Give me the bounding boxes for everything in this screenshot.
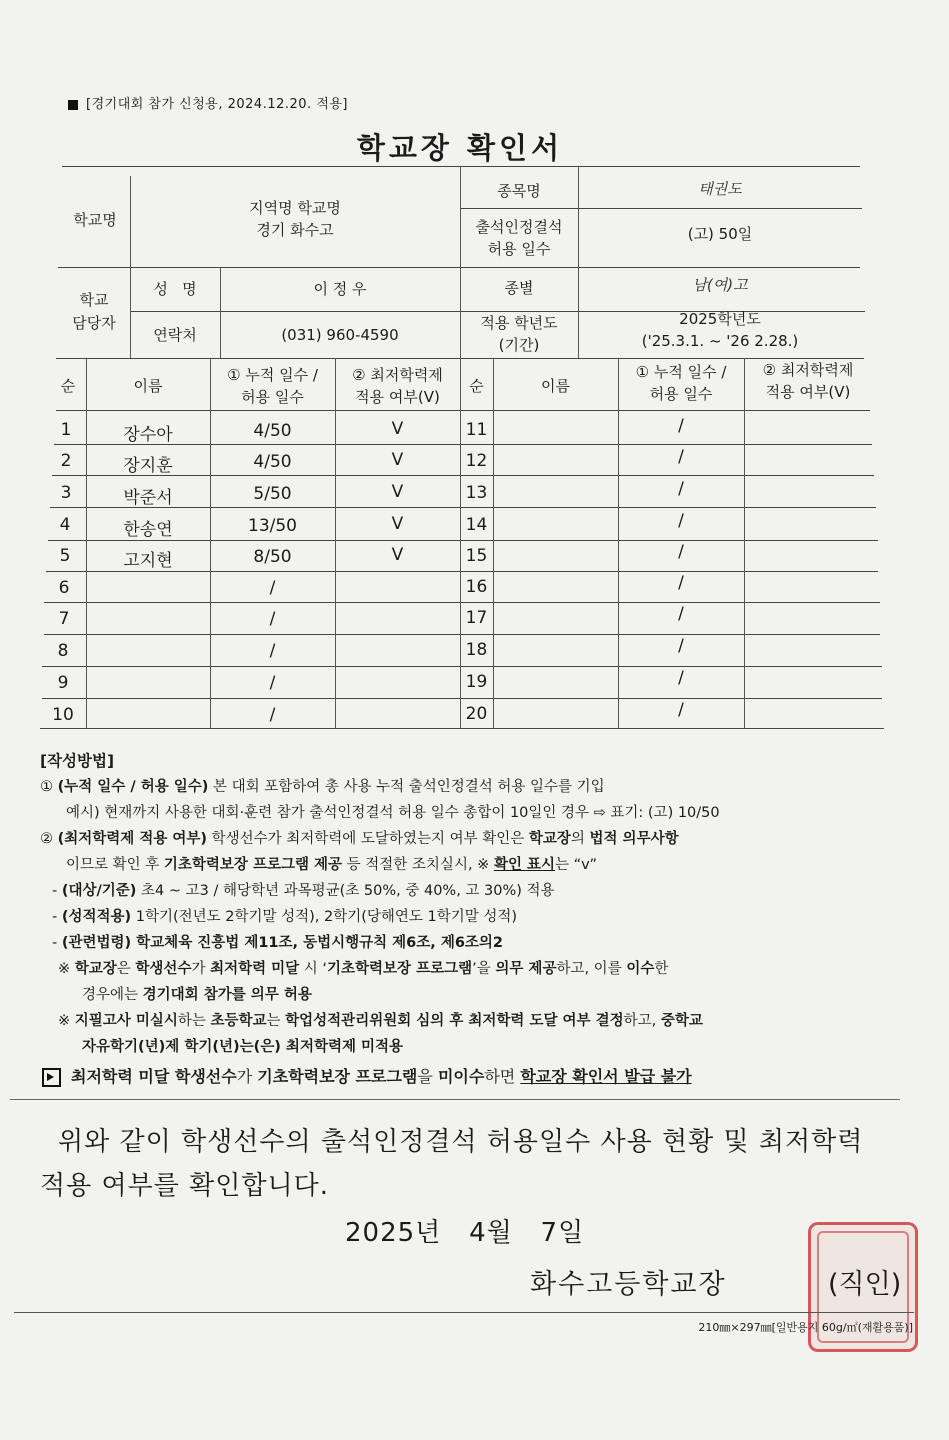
row-name: 박준서 xyxy=(123,488,173,508)
note-1: ※ 학교장은 학생선수가 최저학력 미달 시 ‘기초학력보장 프로그램’을 의무 제공하고, 이를 이수한 xyxy=(58,961,669,977)
year-label-2: (기간) xyxy=(498,336,540,354)
row-days: / xyxy=(678,573,684,593)
note-bold: 학교장 xyxy=(74,961,117,977)
row-check: V xyxy=(391,482,404,502)
note-bold: 초등학교 xyxy=(210,1013,267,1029)
detail-title: (대상/기준) xyxy=(61,883,137,899)
note-text: 은 xyxy=(116,961,136,977)
row-days: 4/50 xyxy=(253,421,292,441)
row-no: 8 xyxy=(57,641,69,661)
allowed-days-label: 출석인정결석 xyxy=(475,218,563,236)
row-no: 15 xyxy=(465,546,488,566)
note-bold: 중학교 xyxy=(660,1013,703,1029)
instruction-2-title: (최저학력제 적용 여부) xyxy=(57,831,208,847)
notice-text: 하면 xyxy=(484,1067,521,1086)
detail-laws: - (관련법령) 학교체육 진흥법 제11조, 동법시행규칙 제6조, 제6조의2 xyxy=(52,935,504,951)
row-no: 12 xyxy=(465,451,488,471)
instruction-2-text: 는 “v” xyxy=(555,857,597,873)
row-days: 8/50 xyxy=(253,547,292,567)
confirmation-line-1: 위와 같이 학생선수의 출석인정결석 허용일수 사용 현황 및 최저학력 xyxy=(58,1127,864,1157)
instruction-1-example: 예시) 현재까지 사용한 대회·훈련 참가 출석인정결석 허용 일수 총합이 10일인 경우 ⇨ 표기: (고) 10/50 xyxy=(66,805,720,821)
instruction-2-bold: 확인 표시 xyxy=(493,857,556,873)
row-days: 5/50 xyxy=(253,484,292,504)
rule xyxy=(86,358,87,728)
note-2: ※ 지필고사 미실시하는 초등학교는 학업성적관리위원회 심의 후 최저학력 도달 여부 결정하고, 중학교 xyxy=(58,1013,703,1029)
detail-text: 초4 ~ 고3 / 해당학년 과목평균(초 50%, 중 40%, 고 30%) 적용 xyxy=(136,883,555,899)
rule xyxy=(42,698,882,699)
form-version-text: [경기대회 참가 신청용, 2024.12.20. 적용] xyxy=(86,97,349,112)
row-days: / xyxy=(269,609,276,629)
row-days: / xyxy=(678,542,684,562)
sport-label: 종목명 xyxy=(497,182,541,200)
row-no: 19 xyxy=(465,672,488,692)
note-bold: 학업성적관리위원회 심의 후 최저학력 도달 여부 결정 xyxy=(285,1013,624,1029)
rule xyxy=(56,410,870,411)
arrow-box-icon xyxy=(42,1068,61,1087)
col-header-no-right: 순 xyxy=(469,377,484,395)
note-text: 가 xyxy=(191,961,211,977)
row-check: V xyxy=(391,419,404,439)
instruction-2-text: 등 적절한 조치실시, ※ xyxy=(342,857,494,873)
col-header-days-2: 허용 일수 xyxy=(241,388,304,406)
row-no: 5 xyxy=(59,546,71,566)
row-days: / xyxy=(269,641,276,661)
row-no: 4 xyxy=(59,515,71,535)
row-days: / xyxy=(678,700,684,720)
rule xyxy=(40,728,884,729)
detail-target: - (대상/기준) 초4 ~ 고3 / 해당학년 과목평균(초 50%, 중 40%, 고 30%) 적용 xyxy=(52,883,555,899)
row-days: / xyxy=(678,479,684,499)
col-header-no: 순 xyxy=(60,377,76,395)
year-label: 적용 학년도 xyxy=(480,314,558,332)
confirmation-line-2: 적용 여부를 확인합니다. xyxy=(40,1171,329,1201)
notice-text: 을 xyxy=(417,1067,438,1086)
detail-grades: - (성적적용) 1학기(전년도 2학기말 성적), 2학기(당해연도 1학기말 성적) xyxy=(52,909,518,925)
manager-label-2: 담당자 xyxy=(72,314,116,332)
note-text: 시 ‘ xyxy=(299,961,328,977)
row-no: 11 xyxy=(465,420,488,440)
row-check: V xyxy=(391,545,404,565)
col-header-days: ① 누적 일수 / xyxy=(227,366,318,384)
note-text: 하고, xyxy=(623,1013,661,1029)
name-label: 성 명 xyxy=(153,280,197,298)
row-no: 2 xyxy=(60,451,72,471)
note-bold: 경기대회 참가를 의무 허용 xyxy=(142,987,312,1003)
issuance-notice xyxy=(42,1064,692,1087)
allowed-days-label-2: 허용 일수 xyxy=(487,240,551,258)
row-days: / xyxy=(678,416,684,436)
school-name-value: 경기 화수고 xyxy=(256,221,334,239)
instruction-2-bold: 법적 의무사항 xyxy=(589,831,679,847)
row-days: 4/50 xyxy=(253,452,292,472)
confirmation-statement xyxy=(40,1120,910,1208)
row-days: / xyxy=(678,668,684,688)
detail-text: 1학기(전년도 2학기말 성적), 2학기(당해연도 1학기말 성적) xyxy=(131,909,518,925)
row-name: 한송연 xyxy=(123,520,173,540)
row-days: 13/50 xyxy=(248,516,297,536)
row-no: 3 xyxy=(60,483,72,503)
seal-label: (직인) xyxy=(828,1269,902,1300)
year-value: 2025학년도 xyxy=(679,310,761,328)
year-period-value: ('25.3.1. ~ '26 2.28.) xyxy=(641,332,799,350)
row-no: 14 xyxy=(465,515,488,535)
row-days: / xyxy=(269,578,276,598)
row-no: 1 xyxy=(60,420,72,440)
instruction-2-line2 xyxy=(40,852,900,878)
instruction-2-text: 학생선수가 최저학력에 도달하였는지 여부 확인은 xyxy=(207,831,529,847)
note-text: 경우에는 xyxy=(82,987,143,1003)
row-no: 20 xyxy=(465,704,488,724)
note-bold: 이수 xyxy=(626,961,655,977)
gender-value: 남(여)고 xyxy=(692,276,748,294)
gender-label: 종별 xyxy=(504,279,534,297)
row-no: 18 xyxy=(465,640,488,660)
manager-label: 학교 xyxy=(79,291,109,309)
note-bold: 의무 제공 xyxy=(495,961,557,977)
rule xyxy=(335,358,336,728)
contact-value: (031) 960-4590 xyxy=(281,326,399,344)
circled-number: ② xyxy=(40,831,53,847)
instruction-2-text: 의 xyxy=(570,831,590,847)
notice-text: 미이수 xyxy=(437,1067,485,1086)
rule xyxy=(58,267,860,268)
notice-text: 가 xyxy=(236,1067,258,1086)
row-no: 7 xyxy=(58,609,70,629)
note-2-line2: 자유학기(년)제 학기(년)는(은) 최저학력제 미적용 xyxy=(82,1039,404,1055)
col-header-name: 이름 xyxy=(133,377,163,395)
detail-title: (관련법령) 학교체육 진흥법 제11조, 동법시행규칙 제6조, 제6조의2 xyxy=(61,935,504,951)
divider xyxy=(10,1099,900,1100)
rule xyxy=(493,358,494,728)
row-days: / xyxy=(678,447,684,467)
instruction-1-text: 본 대회 포함하여 총 사용 누적 출석인정결석 허용 일수를 기입 xyxy=(208,779,605,795)
note-text: ’을 xyxy=(472,961,496,977)
instruction-1-title: (누적 일수 / 허용 일수) xyxy=(57,779,209,795)
row-days: / xyxy=(269,705,276,725)
notice-text: 최저학력 미달 학생선수 xyxy=(71,1067,237,1086)
col-header-check-right-2: 적용 여부(V) xyxy=(765,383,851,401)
rule xyxy=(44,634,880,635)
rule xyxy=(48,540,878,541)
row-no: 6 xyxy=(58,578,70,598)
instruction-1 xyxy=(40,774,900,800)
sport-value: 태권도 xyxy=(698,180,742,198)
row-name: 고지현 xyxy=(123,551,173,571)
row-days: / xyxy=(269,673,276,693)
document-title: 학교장 확인서 xyxy=(356,131,564,165)
note-bold: 기초학력보장 프로그램 xyxy=(327,961,473,977)
notice-text: 학교장 확인서 발급 불가 xyxy=(520,1067,692,1086)
col-header-days-right: ① 누적 일수 / xyxy=(635,363,727,381)
row-days: / xyxy=(678,636,684,656)
rule xyxy=(42,666,882,667)
row-days: / xyxy=(678,604,684,624)
row-no: 9 xyxy=(57,673,69,693)
note-text: 한 xyxy=(654,961,669,977)
note-text: 하는 xyxy=(177,1013,211,1029)
row-days: / xyxy=(678,511,684,531)
col-header-check-right: ② 최저학력제 xyxy=(762,361,854,379)
paper-spec-footer: 210㎜×297㎜[일반용지 60g/㎡(재활용품)] xyxy=(698,1321,913,1334)
instruction-2-text: 이므로 확인 후 xyxy=(66,857,164,873)
row-name: 장수아 xyxy=(123,425,173,445)
note-bold: 최저학력 미달 xyxy=(210,961,300,977)
name-value: 이 정 우 xyxy=(313,280,367,298)
instruction-2-bold: 학교장 xyxy=(528,831,571,847)
col-header-check-2: 적용 여부(V) xyxy=(355,388,440,406)
note-bold: 학생선수 xyxy=(135,961,192,977)
row-check: V xyxy=(391,450,404,470)
col-header-name-right: 이름 xyxy=(541,377,570,395)
form-version-note xyxy=(68,93,348,112)
rule xyxy=(62,166,860,167)
contact-label: 연락처 xyxy=(153,326,197,344)
rule xyxy=(744,358,745,728)
instruction-2 xyxy=(40,826,900,852)
rule xyxy=(44,602,880,603)
instructions-section xyxy=(40,748,900,1060)
detail-title: (성적적용) xyxy=(61,909,132,925)
circled-number: ① xyxy=(40,779,53,795)
instructions-heading: [작성방법] xyxy=(40,752,115,770)
note-text: 는 xyxy=(266,1013,286,1029)
row-no: 16 xyxy=(465,577,488,597)
row-name: 장지훈 xyxy=(123,456,173,476)
row-no: 10 xyxy=(52,705,74,725)
notice-text: 기초학력보장 프로그램 xyxy=(257,1067,418,1086)
col-header-check: ② 최저학력제 xyxy=(352,366,443,384)
note-1-line2 xyxy=(40,982,900,1008)
rule xyxy=(46,571,878,572)
divider xyxy=(14,1312,914,1313)
note-bold: 지필고사 미실시 xyxy=(74,1013,178,1029)
school-region-value: 지역명 학교명 xyxy=(249,199,341,217)
row-no: 13 xyxy=(465,483,488,503)
rule xyxy=(460,208,862,209)
school-label: 학교명 xyxy=(73,211,117,229)
principal-name: 화수고등학교장 xyxy=(530,1269,727,1300)
note-text: 하고, 이를 xyxy=(556,961,627,977)
row-check: V xyxy=(391,514,404,534)
allowed-days-value: (고) 50일 xyxy=(687,225,753,243)
row-no: 17 xyxy=(465,608,488,628)
issue-date: 2025년 4월 7일 xyxy=(345,1218,585,1248)
square-bullet-icon xyxy=(68,100,78,110)
col-header-days-right-2: 허용 일수 xyxy=(649,385,713,403)
instruction-2-bold: 기초학력보장 프로그램 제공 xyxy=(163,857,343,873)
